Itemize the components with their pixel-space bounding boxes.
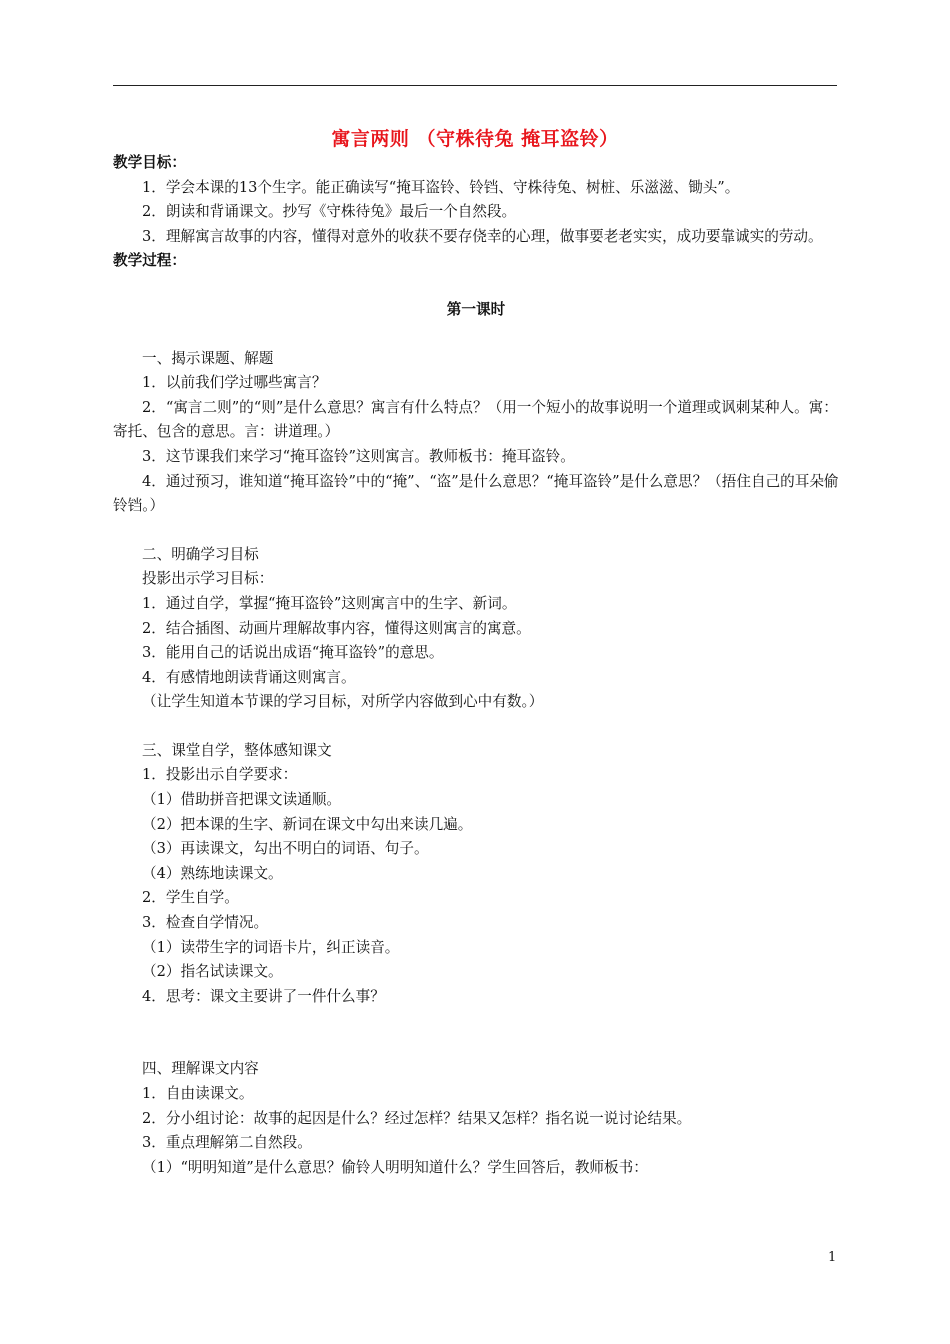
section-line: 1．通过自学，掌握“掩耳盗铃”这则寓言中的生字、新词。 (142, 594, 517, 612)
section-line: 投影出示学习目标： (142, 570, 274, 588)
goal-item: 3．理解寓言故事的内容，懂得对意外的收获不要存侥幸的心理，做事要老老实实，成功要靠诚实的劳动。 (142, 227, 823, 245)
section-line: （3）再读课文，勾出不明白的词语、句子。 (142, 840, 429, 858)
process-heading: 教学过程： (113, 252, 186, 270)
section-line: 4．思考：课文主要讲了一件什么事？ (142, 987, 385, 1005)
section-line: （2）指名试读课文。 (142, 963, 283, 981)
goal-item: 2．朗读和背诵课文。抄写《守株待兔》最后一个自然段。 (142, 203, 517, 221)
section-line: 3．重点理解第二自然段。 (142, 1134, 312, 1152)
section-line: 1．以前我们学过哪些寓言？ (142, 374, 327, 392)
section-heading: 二、明确学习目标 (142, 545, 259, 563)
section-line: （1）读带生字的词语卡片，纠正读音。 (142, 938, 400, 956)
section-line: 4．有感情地朗读背诵这则寓言。 (142, 668, 356, 686)
section-line: 2．学生自学。 (142, 889, 239, 907)
section-line: 2．结合插图、动画片理解故事内容，懂得这则寓言的寓意。 (142, 619, 531, 637)
section-heading: 四、理解课文内容 (142, 1060, 259, 1078)
header-rule (113, 85, 837, 86)
document-body (113, 151, 839, 1180)
section-line: （1）“明明知道”是什么意思？偷铃人明明知道什么？学生回答后，教师板书： (142, 1158, 648, 1176)
section-line: 4．通过预习，谁知道“掩耳盗铃”中的“掩”、“盗”是什么意思？“掩耳盗铃”是什么意思？（捂住自己的耳朵偷铃铛。） (113, 472, 839, 515)
section-line: （2）把本课的生字、新词在课文中勾出来读几遍。 (142, 815, 473, 833)
section-heading: 三、课堂自学，整体感知课文 (142, 741, 332, 759)
section-line: 3．能用自己的话说出成语“掩耳盗铃”的意思。 (142, 644, 444, 662)
document-title: 寓言两则 （守株待兔 掩耳盗铃） (331, 128, 619, 150)
lesson-heading: 第一课时 (446, 300, 506, 318)
goal-item: 1．学会本课的13个生字。能正确读写“掩耳盗铃、铃铛、守株待兔、树桩、乐滋滋、锄头”。 (142, 178, 740, 196)
section-line: （让学生知道本节课的学习目标，对所学内容做到心中有数。） (142, 693, 544, 711)
section-line: （4）熟练地读课文。 (142, 864, 283, 882)
page-number: 1 (828, 1250, 837, 1265)
goals-heading: 教学目标： (113, 154, 186, 171)
section-line: 1．自由读课文。 (142, 1085, 254, 1102)
section-line: 2．分小组讨论：故事的起因是什么？经过怎样？结果又怎样？指名说一说讨论结果。 (142, 1109, 692, 1127)
section-line: 1．投影出示自学要求： (142, 766, 298, 784)
section-line: 2．“寓言二则”的“则”是什么意思？寓言有什么特点？（用一个短小的故事说明一个道理或讽刺某种人。寓：寄托、包含的意思。言：讲道理。） (113, 398, 838, 441)
section-heading: 一、揭示课题、解题 (142, 349, 274, 367)
section-line: 3．这节课我们来学习“掩耳盗铃”这则寓言。教师板书：掩耳盗铃。 (142, 447, 575, 465)
section-line: 3．检查自学情况。 (142, 914, 269, 932)
section-line: （1）借助拼音把课文读通顺。 (142, 791, 342, 809)
